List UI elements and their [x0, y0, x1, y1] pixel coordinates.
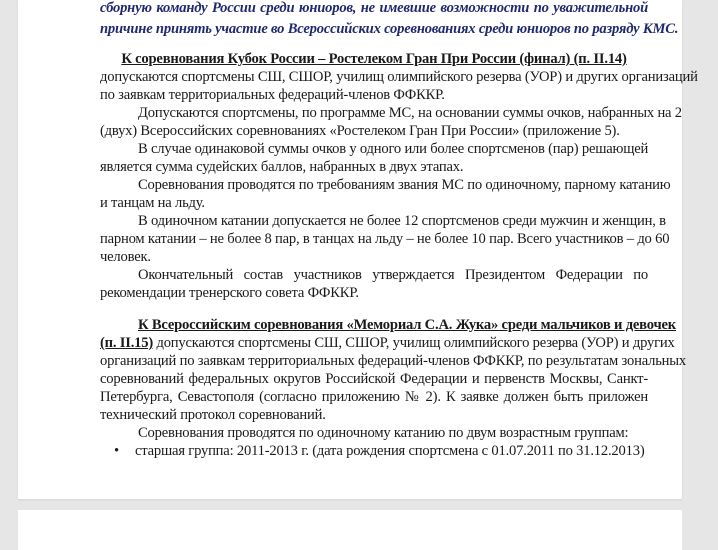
- text-line: Соревнования проводятся по требованиям звания МС по одиночному, парному катанию: [138, 177, 671, 193]
- text-line: Допускаются спортсмены, по программе МС, на основании суммы очков, набранных на 2: [138, 105, 682, 121]
- section-heading: К Всероссийским соревнования «Мемориал С.А. Жука» среди мальчиков и девочек: [138, 317, 676, 333]
- document-page: [18, 0, 698, 499]
- text-line: В одиночном катании допускается не более 12 спортсменов среди мужчин и женщин, в: [138, 213, 666, 229]
- text-line: соревнований федеральных округов Российской Федерации и первенств Москвы, Санкт-: [100, 371, 648, 387]
- text-line: человек.: [100, 249, 151, 265]
- text-span: допускаются спортсмены СШ, СШОР, училищ олимпийского резерва (УОР) и других: [153, 335, 675, 351]
- text-line: по заявкам территориальных федераций-членов ФФККР.: [100, 87, 445, 103]
- text-line: допускаются спортсмены СШ, СШОР, училищ олимпийского резерва (УОР) и других организаций: [100, 69, 698, 85]
- section-heading: К соревнования Кубок России – Ростелеком Гран При России (финал) (п. II.14): [121, 51, 627, 67]
- text-line: Петербурга, Севастополя (согласно приложению № 2). К заявке должен быть приложен: [100, 389, 648, 405]
- next-page: [18, 510, 682, 550]
- text-line: В случае одинаковой суммы очков у одного или более спортсменов (пар) решающей: [138, 141, 649, 157]
- text-line: рекомендации тренерского совета ФФККР.: [100, 285, 359, 301]
- intro-line: сборную команду России среди юниоров, не имевшие возможности по уважительной: [100, 0, 648, 16]
- text-line: парном катании – не более 8 пар, в танцах на льду – не более 10 пар. Всего участников – до 60: [100, 231, 670, 247]
- section-heading-cont: (п. II.15): [100, 335, 154, 351]
- list-item: старшая группа: 2011-2013 г. (дата рождения спортсмена с 01.07.2011 по 31.12.2013): [135, 443, 645, 459]
- bullet-icon: •: [114, 443, 119, 459]
- text-line: (двух) Всероссийских соревнованиях «Ростелеком Гран При России» (приложение 5).: [100, 123, 620, 139]
- text-line: технический протокол соревнований.: [100, 407, 326, 423]
- intro-line: причине принять участие во Всероссийских соревнованиях среди юниоров по разряду КМС.: [100, 21, 679, 37]
- text-line: Окончательный состав участников утверждается Президентом Федерации по: [138, 267, 648, 283]
- text-line: организаций по заявкам территориальных федераций-членов ФФККР, по результатам зональных: [100, 353, 686, 369]
- text-line: является сумма судейских баллов, набранных в двух этапах.: [100, 159, 464, 175]
- text-line: и танцам на льду.: [100, 195, 205, 211]
- text-line: [100, 334, 675, 352]
- text-line: Соревнования проводятся по одиночному катанию по двум возрастным группам:: [138, 425, 629, 441]
